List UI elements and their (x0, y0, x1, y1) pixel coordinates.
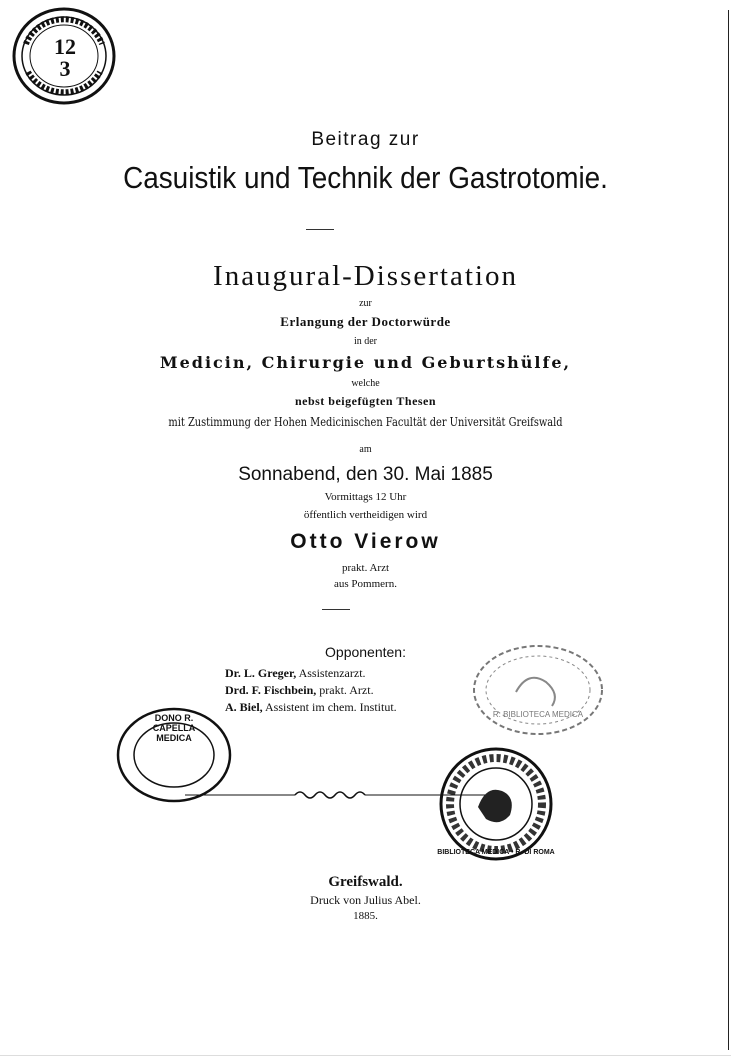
defense-date: Sonnabend, den 30. Mai 1885 (238, 464, 493, 485)
text-am: am (359, 444, 372, 455)
faint-oval-stamp (468, 640, 608, 740)
author-profession: prakt. Arzt (341, 562, 390, 574)
opponents-list (225, 665, 397, 716)
text-thesen: nebst beigefügten Thesen (294, 394, 437, 408)
imprint-year: 1885. (353, 910, 378, 922)
title-prefix: Beitrag zur (311, 129, 420, 150)
opponents-heading: Opponenten: (325, 644, 406, 660)
text-faculties: Medicin, Chirurgie und Geburtshülfe, (159, 353, 572, 372)
library-stamp (436, 745, 556, 863)
text-zur: zur (359, 298, 372, 309)
author-name: Otto Vierow (290, 530, 441, 553)
divider-2 (322, 609, 350, 610)
list-item: A. Biel, Assistent im chem. Institut. (225, 700, 397, 714)
defense-time: Vormittags 12 Uhr (324, 491, 407, 503)
text-in-der: in der (353, 336, 378, 347)
catalog-number-bottom: 3 (59, 56, 71, 81)
library-stamp-label: BIBLIOTECA MEDICA • R. DI ROMA (437, 849, 555, 856)
faint-stamp-label: R. BIBLIOTECA MEDICA (492, 710, 584, 719)
list-item: Drd. F. Fischbein, prakt. Arzt. (225, 683, 374, 697)
library-stamp-icon (436, 745, 556, 863)
divider-1 (306, 229, 334, 230)
imprint-city: Greifswald. (328, 874, 403, 890)
text-verteidigen: öffentlich vertheidigen wird (303, 509, 428, 521)
catalog-stamp (6, 4, 118, 108)
catalog-number-top: 12 (54, 34, 76, 59)
donation-stamp-label: DONO R. CAPELLA MEDICA (152, 713, 196, 743)
page-title: Casuistik und Technik der Gastrotomie. (123, 160, 608, 195)
dissertation-heading: Inaugural-Dissertation (213, 260, 518, 292)
text-zustimmung: mit Zustimmung der Hohen Medicinischen Facultät der Universität Greifswald (168, 415, 563, 429)
faint-oval-stamp-icon (468, 640, 608, 740)
text-welche: welche (351, 378, 380, 389)
list-item: Dr. L. Greger, Assistenzarzt. (225, 666, 366, 680)
page-edge-bottom (0, 1055, 731, 1056)
text-erlangung: Erlangung der Doctorwürde (280, 314, 451, 329)
author-origin: aus Pommern. (334, 578, 397, 590)
imprint-printer: Druck von Julius Abel. (310, 893, 421, 907)
